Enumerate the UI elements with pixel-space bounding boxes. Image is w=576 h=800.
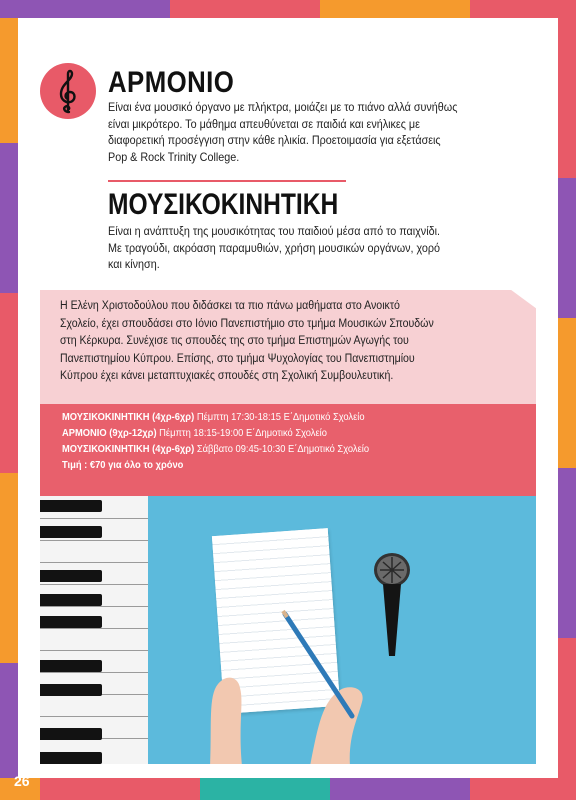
- schedule-row: [62, 444, 369, 455]
- schedule-details: Πέμπτη 18:15-19:00 Ε΄Δημοτικό Σχολείο: [156, 428, 327, 439]
- schedule-course: ΑΡΜΟΝΙΟ (9χρ-12χρ): [62, 428, 157, 439]
- schedule-course: ΜΟΥΣΙΚΟΚΙΝΗΤΙΚΗ (4χρ-6χρ): [62, 444, 195, 455]
- teacher-text-line: Η Ελένη Χριστοδούλου που διδάσκει τα πιο πάνω μαθήματα στο Ανοικτό: [60, 300, 400, 312]
- left-color-bar: [0, 18, 18, 143]
- schedule-row: [62, 428, 327, 439]
- harmonio-text-line: είναι μικρότερο. Το μάθημα απευθύνεται σε παιδιά και ενήλικες με: [108, 117, 420, 131]
- teacher-text-line: Πανεπιστημίου Κύπρου. Επίσης, στο τμήμα Ψυχολογίας του Πανεπιστημίου: [60, 352, 415, 365]
- schedule-row: [62, 412, 365, 423]
- right-color-bar: [558, 638, 576, 778]
- hands-with-pencil: [190, 606, 390, 764]
- right-color-bar: [558, 178, 576, 318]
- harmonio-title: ΑΡΜΟΝΙΟ: [108, 66, 235, 99]
- page-number: 26: [14, 773, 30, 789]
- left-color-bar: [0, 663, 18, 778]
- price-text: Τιμή : €70 για όλο το χρόνο: [62, 460, 184, 471]
- schedule-price: [62, 460, 183, 471]
- section-divider: [108, 180, 346, 182]
- bottom-color-bar: [0, 778, 576, 800]
- right-color-bar: [558, 468, 576, 638]
- teacher-text-line: στη Κέρκυρα. Συνέχισε τις σπουδές της στο τμήμα Επιστημών Αγωγής του: [60, 335, 409, 347]
- harmonio-text-line: Είναι ένα μουσικό όργανο με πλήκτρα, μοιάζει με το πιάνο αλλά συνήθως: [108, 101, 458, 114]
- treble-clef-icon: [53, 68, 83, 114]
- right-color-bar: [558, 318, 576, 468]
- musikokinitiki-title: ΜΟΥΣΙΚΟΚΙΝΗΤΙΚΗ: [108, 188, 339, 221]
- treble-clef-badge: [40, 63, 96, 119]
- schedule-details: Πέμπτη 17:30-18:15 Ε΄Δημοτικό Σχολείο: [194, 412, 365, 423]
- teacher-text-line: Σχολείο, έχει σπουδάσει στο Ιόνιο Πανεπιστήμιο στο τμήμα Μουσικών Σπουδών: [60, 317, 434, 330]
- harmonio-text-line: Pop & Rock Trinity College.: [108, 150, 240, 164]
- left-color-bar: [0, 143, 18, 293]
- piano-keyboard: [40, 496, 148, 764]
- harmonio-text-line: διαφορετική προσέγγιση στην κάθε ηλικία. Προετοιμασία για εξετάσεις: [108, 134, 441, 147]
- teacher-text-line: Κύπρου έχει κάνει μεταπτυχιακές σπουδές στη Σχολική Συμβουλευτική.: [60, 370, 394, 382]
- musikokinitiki-text-line: Είναι η ανάπτυξη της μουσικότητας του παιδιού μέσα από το παιχνίδι.: [108, 225, 440, 238]
- top-color-bar: [0, 0, 576, 18]
- photo-piano-notebook-microphone: [40, 496, 536, 764]
- right-color-bar: [558, 18, 576, 178]
- musikokinitiki-text-line: Με τραγούδι, ακρόαση παραμυθιών, χρήση μουσικών οργάνων, χορό: [108, 241, 441, 255]
- left-color-bar: [0, 473, 18, 663]
- musikokinitiki-text-line: και κίνηση.: [108, 258, 160, 271]
- left-color-bar: [0, 293, 18, 473]
- schedule-details: Σάββατο 09:45-10:30 Ε΄Δημοτικό Σχολείο: [194, 444, 370, 455]
- schedule-course: ΜΟΥΣΙΚΟΚΙΝΗΤΙΚΗ (4χρ-6χρ): [62, 412, 195, 423]
- microphone-icon: [370, 550, 420, 660]
